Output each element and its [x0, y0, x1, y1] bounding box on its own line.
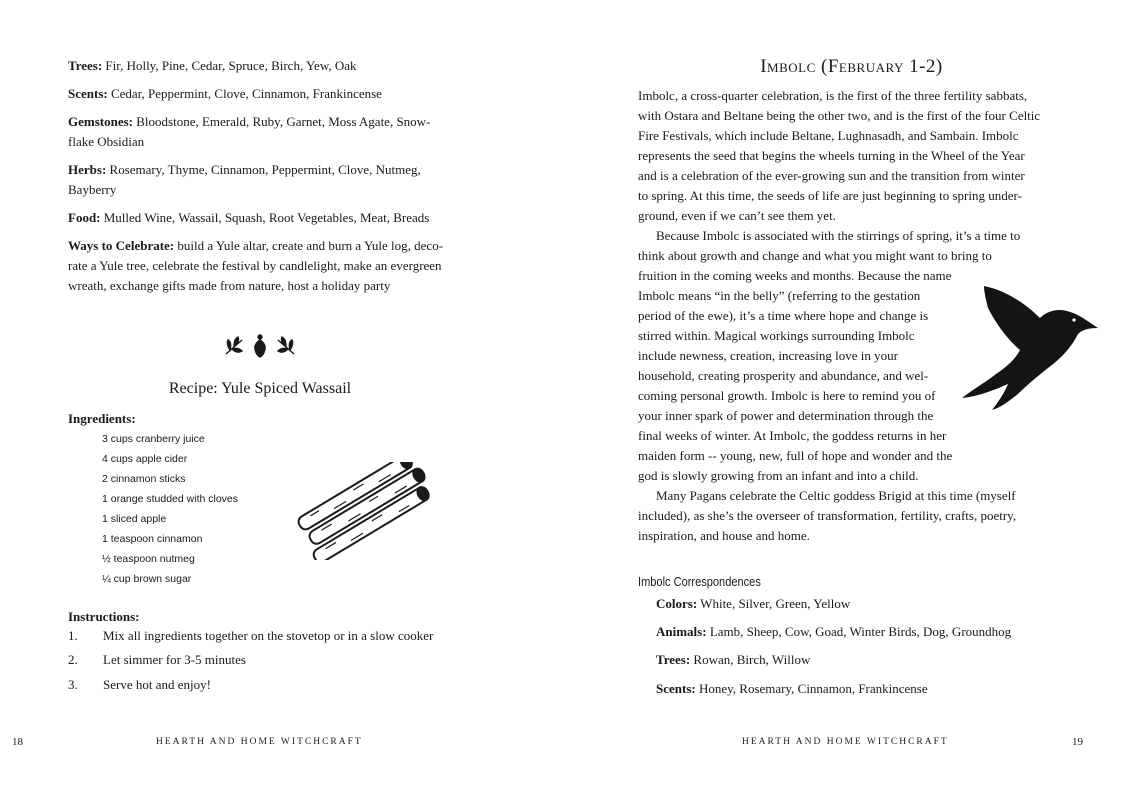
text-line: with Ostara and Beltane being the other two, and is the first of the four Celtic — [638, 108, 1041, 123]
page-number: 18 — [12, 736, 23, 748]
correspondence-trees — [68, 56, 357, 76]
text-line: included), as she’s the overseer of transformation, fertility, crafts, poetry, — [638, 508, 1017, 523]
text-line: Fire Festivals, which include Beltane, Lughnasadh, and Sambain. Imbolc — [638, 128, 1019, 143]
corr-text-cont: rate a Yule tree, celebrate the festival by candlelight, make an evergreen — [68, 258, 442, 273]
section-heading: Imbolc (February 1-2) — [760, 56, 943, 77]
ingredient-item: 2 cinnamon sticks — [102, 473, 186, 485]
text-line: and is a celebration of the ever-growing sun and the transition from winter — [638, 168, 1025, 183]
text-line: think about growth and change and what you might want to bring to — [638, 248, 992, 263]
correspondence-food — [68, 208, 429, 228]
correspondence-ways-to-celebrate — [68, 236, 443, 296]
text-line: represents the seed that begins the wheels turning in the Wheel of the Year — [638, 148, 1025, 163]
corr-label: Trees: — [656, 652, 691, 667]
text-line: Imbolc, a cross-quarter celebration, is the first of the three fertility sabbats, — [638, 88, 1028, 103]
instruction-text: Let simmer for 3-5 minutes — [103, 652, 246, 667]
corr-label: Scents: — [656, 681, 696, 696]
text-line: to spring. At this time, the seeds of life are just beginning to spring under- — [638, 188, 1022, 203]
corr-label: Gemstones: — [68, 114, 133, 129]
correspondence-scents — [68, 84, 382, 104]
instruction-text: Serve hot and enjoy! — [103, 677, 211, 692]
text-line: final weeks of winter. At Imbolc, the goddess returns in her — [638, 428, 947, 443]
corr-text: Fir, Holly, Pine, Cedar, Spruce, Birch, Yew, Oak — [102, 58, 357, 73]
bird-silhouette-icon — [958, 280, 1100, 412]
corr-label: Animals: — [656, 624, 707, 639]
ornament-icon — [224, 334, 296, 358]
instruction-number: 3. — [68, 677, 78, 692]
text-line: ground, even if we can’t see them yet. — [638, 208, 836, 223]
corr-label: Ways to Celebrate: — [68, 238, 175, 253]
text-line: period of the ewe), it’s a time where hope and change is — [638, 308, 929, 323]
corr-text: Mulled Wine, Wassail, Squash, Root Vegetables, Meat, Breads — [100, 210, 430, 225]
text-line: Many Pagans celebrate the Celtic goddess Brigid at this time (myself — [656, 488, 1016, 503]
corr-label: Trees: — [68, 58, 103, 73]
corr-text: Cedar, Peppermint, Clove, Cinnamon, Frankincense — [107, 86, 382, 101]
corr-text: Bloodstone, Emerald, Ruby, Garnet, Moss Agate, Snow- — [133, 114, 431, 129]
instruction-text: Mix all ingredients together on the stovetop or in a slow cooker — [103, 628, 434, 643]
corr-label: Colors: — [656, 596, 698, 611]
ingredient-item: 1 orange studded with cloves — [102, 493, 239, 505]
ingredients-heading: Ingredients: — [68, 411, 136, 426]
recipe-title: Recipe: Yule Spiced Wassail — [168, 380, 352, 397]
instruction-number: 1. — [68, 628, 78, 643]
running-footer: HEARTH AND HOME WITCHCRAFT — [156, 737, 363, 747]
corr-text-cont: wreath, exchange gifts made from nature, host a holiday party — [68, 278, 391, 293]
corr-text: build a Yule altar, create and burn a Yule log, deco- — [174, 238, 444, 253]
page-number: 19 — [1072, 736, 1083, 748]
correspondence-gemstones — [68, 112, 430, 152]
text-line: coming personal growth. Imbolc is here to remind you of — [638, 388, 936, 403]
corr-text: Lamb, Sheep, Cow, Goad, Winter Birds, Dog, Groundhog — [706, 624, 1012, 639]
corr-label: Food: — [68, 210, 101, 225]
correspondence-scents — [656, 679, 928, 699]
subsection-heading: Imbolc Correspondences — [638, 574, 761, 589]
text-line: Imbolc means “in the belly” (referring to the gestation — [638, 288, 921, 303]
ingredient-item: ¼ cup brown sugar — [102, 573, 192, 585]
ingredient-item: 1 teaspoon cinnamon — [102, 533, 203, 545]
text-line: stirred within. Magical workings surrounding Imbolc — [638, 328, 915, 343]
text-line: household, creating prosperity and abundance, and wel- — [638, 368, 929, 383]
ingredient-item: 4 cups apple cider — [102, 453, 188, 465]
instructions-heading: Instructions: — [68, 609, 140, 624]
ingredient-item: ½ teaspoon nutmeg — [102, 553, 195, 565]
corr-label: Scents: — [68, 86, 108, 101]
corr-text-cont: Bayberry — [68, 182, 117, 197]
corr-text: Rowan, Birch, Willow — [690, 652, 811, 667]
correspondence-colors — [656, 594, 850, 614]
corr-text: Rosemary, Thyme, Cinnamon, Peppermint, Clove, Nutmeg, — [106, 162, 421, 177]
ingredient-item: 3 cups cranberry juice — [102, 433, 205, 445]
running-footer: HEARTH AND HOME WITCHCRAFT — [742, 737, 949, 747]
text-line: god is slowly growing from an infant and into a child. — [638, 468, 919, 483]
correspondence-herbs — [68, 160, 421, 200]
correspondence-animals — [656, 622, 1011, 642]
instruction-number: 2. — [68, 652, 78, 667]
text-line: fruition in the coming weeks and months. Because the name — [638, 268, 952, 283]
ingredient-item: 1 sliced apple — [102, 513, 167, 525]
corr-label: Herbs: — [68, 162, 107, 177]
corr-text-cont: flake Obsidian — [68, 134, 145, 149]
text-line: inspiration, and house and home. — [638, 528, 810, 543]
left-page — [0, 0, 567, 795]
text-line: your inner spark of power and determination through the — [638, 408, 934, 423]
text-line: Because Imbolc is associated with the stirrings of spring, it’s a time to — [656, 228, 1021, 243]
text-line: maiden form -- young, new, full of hope and wonder and the — [638, 448, 953, 463]
corr-text: Honey, Rosemary, Cinnamon, Frankincense — [695, 681, 928, 696]
correspondence-trees — [656, 650, 810, 670]
cinnamon-sticks-icon — [296, 462, 438, 560]
text-line: include newness, creation, increasing love in your — [638, 348, 898, 363]
corr-text: White, Silver, Green, Yellow — [697, 596, 851, 611]
